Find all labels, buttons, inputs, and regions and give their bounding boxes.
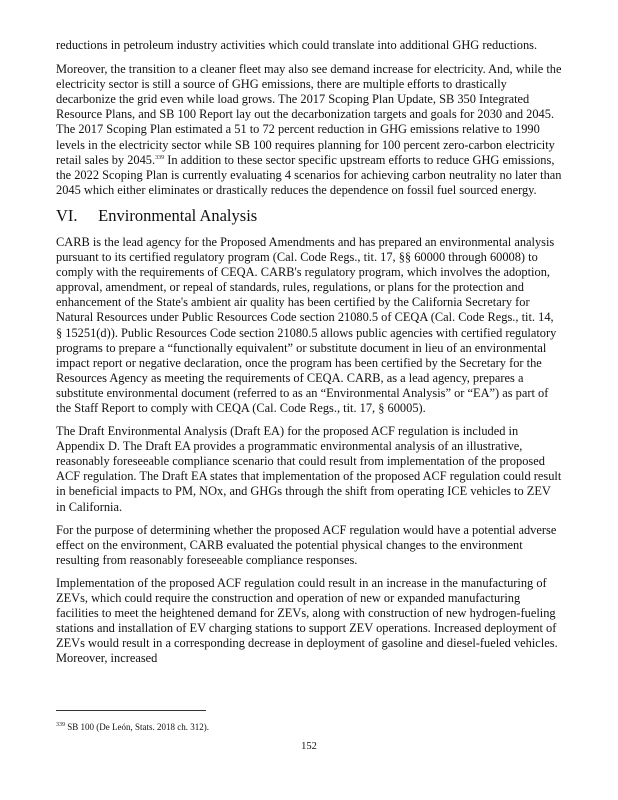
page-number: 152 <box>301 741 317 752</box>
paragraph-ceqa: CARB is the lead agency for the Proposed Amendments and has prepared an environmental analysis pursuant to its certified regulatory program (Cal. Code Regs., tit. 17, §§ 60000 through 60008) to comply with the requirements of CEQA. CARB's regulatory program, which involves the adoption, approval, amendment, or repeal of standards, rules, regulations, or plans for the protection and enhancement of the State's ambient air quality has been certified by the California Secretary for Natural Resources under Public Resources Code section 21080.5 of CEQA (Cal. Code Regs., tit. 14, § 15251(d)). Public Resources Code section 21080.5 allows public agencies with certified regulatory programs to prepare a “functionally equivalent” or substitute document in lieu of an environmental impact report or negative declaration, once the program has been certified by the Secretary for the Resources Agency as meeting the requirements of CEQA. CARB, as a lead agency, prepares a substitute environmental document (referred to as an “Environmental Analysis” or “EA”) as part of the Staff Report to comply with CEQA (Cal. Code Regs., tit. 17, § 60005). <box>56 234 557 415</box>
paragraph-electricity-sector <box>56 62 562 198</box>
section-heading <box>56 206 562 226</box>
paragraph-purpose: For the purpose of determining whether the proposed ACF regulation would have a potential adverse effect on the environment, CARB evaluated the potential physical changes to the environment resulting from reasonably foreseeable compliance responses. <box>56 522 557 567</box>
paragraph-continuation: reductions in petroleum industry activities which could translate into additional GHG reductions. <box>56 38 538 52</box>
footnote-divider <box>56 710 206 711</box>
footnote <box>56 722 562 733</box>
footnote-number: 339 <box>56 722 65 728</box>
section-title: Environmental Analysis <box>98 205 258 225</box>
footnote-reference: 339 <box>155 154 165 161</box>
body-text <box>56 38 562 674</box>
footnote-text: SB 100 (De León, Stats. 2018 ch. 312). <box>65 722 209 732</box>
section-number: VI. <box>56 205 78 225</box>
paragraph-electricity-text-b: In addition to these sector specific upstream efforts to reduce GHG emissions, the 2022 Scoping Plan is currently evaluating 4 scenarios for achieving carbon neutrality no later than 2045 which either eliminates or drastically reduces the dependence on fossil fuel sourced energy. <box>56 152 562 197</box>
paragraph-implementation: Implementation of the proposed ACF regulation could result in an increase in the manufacturing of ZEVs, which could require the construction and operation of new or expanded manufacturing facilities to meet the heightened demand for ZEVs, along with construction of new hydrogen-fueling stations and installation of EV charging stations to support ZEV operations. Increased deployment of ZEVs would result in a corresponding decrease in deployment of gasoline and diesel-fueled vehicles. Moreover, increased <box>56 575 558 666</box>
paragraph-draft-ea: The Draft Environmental Analysis (Draft EA) for the proposed ACF regulation is included in Appendix D. The Draft EA provides a programmatic environmental analysis of an illustrative, reasonably foreseeable compliance scenario that could result from implementation of the proposed ACF regulation. The Draft EA states that implementation of the proposed ACF regulation could result in beneficial impacts to PM, NOx, and GHGs through the shift from operating ICE vehicles to ZEV in California. <box>56 424 562 514</box>
paragraph-electricity-text-a: Moreover, the transition to a cleaner fleet may also see demand increase for electricity. And, while the electricity sector is still a source of GHG emissions, there are multiple efforts to drastically decarbonize the grid even while load grows. The 2017 Scoping Plan Update, SB 350 Integrated Resource Plans, and SB 100 Report lay out the decarbonization targets and goals for 2030 and 2045. The 2017 Scoping Plan estimated a 51 to 72 percent reduction in GHG emissions relative to 1990 levels in the electricity sector while SB 100 requires planning for 100 percent zero-carbon electricity retail sales by 2045. <box>56 62 562 167</box>
